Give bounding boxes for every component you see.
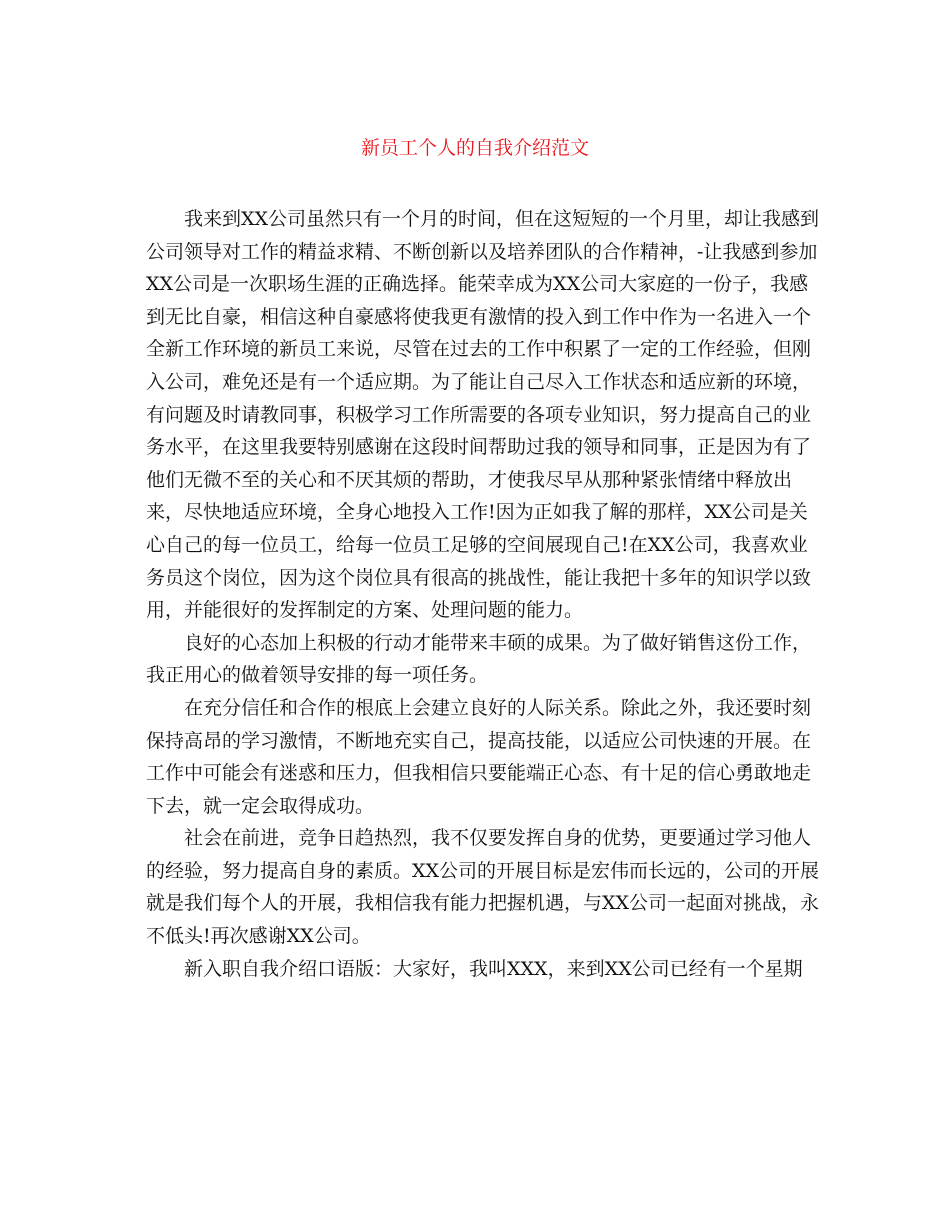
text-line: 用，并能很好的发挥制定的方案、处理问题的能力。 bbox=[146, 599, 584, 622]
text-line: 有问题及时请教同事，积极学习工作所需要的各项专业知识，努力提高自己的业 bbox=[146, 403, 812, 426]
text-line: XX公司是一次职场生涯的正确选择。能荣幸成为XX公司大家庭的一份子，我感 bbox=[146, 273, 809, 296]
text-line: 入公司，难免还是有一个适应期。为了能让自己尽入工作状态和适应新的环境， bbox=[146, 370, 812, 393]
text-line: 良好的心态加上积极的行动才能带来丰硕的成果。为了做好销售这份工作， bbox=[184, 631, 812, 654]
text-line: 下去，就一定会取得成功。 bbox=[146, 794, 375, 817]
text-line: 社会在前进，竞争日趋热烈，我不仅要发挥自身的优势，更要通过学习他人 bbox=[184, 827, 812, 850]
text-line: 就是我们每个人的开展，我相信我有能力把握机遇，与XX公司一起面对挑战，永 bbox=[146, 892, 820, 915]
text-line: 不低头!再次感谢XX公司。 bbox=[146, 925, 371, 948]
text-line: 工作中可能会有迷惑和压力，但我相信只要能端正心态、有十足的信心勇敢地走 bbox=[146, 762, 812, 785]
document-body bbox=[146, 203, 820, 985]
paragraph-3 bbox=[146, 692, 811, 822]
text-line: 务水平，在这里我要特别感谢在这段时间帮助过我的领导和同事，正是因为有了 bbox=[146, 436, 812, 459]
text-line: 新入职自我介绍口语版：大家好，我叫XXX，来到XX公司已经有一个星期 bbox=[184, 957, 803, 980]
text-line: 心自己的每一位员工，给每一位员工足够的空间展现自己!在XX公司，我喜欢业 bbox=[146, 533, 808, 556]
text-line: 全新工作环境的新员工来说，尽管在过去的工作中积累了一定的工作经验，但刚 bbox=[146, 338, 812, 361]
text-line: 务员这个岗位，因为这个岗位具有很高的挑战性，能让我把十多年的知识学以致 bbox=[146, 566, 812, 589]
text-line: 公司领导对工作的精益求精、不断创新以及培养团队的合作精神，-让我感到参加 bbox=[146, 240, 818, 263]
text-line: 来，尽快地适应环境，全身心地投入工作!因为正如我了解的那样，XX公司是关 bbox=[146, 501, 808, 524]
document-title: 新员工个人的自我介绍范文 bbox=[360, 137, 589, 159]
paragraph-1 bbox=[146, 203, 820, 627]
text-line: 我来到XX公司虽然只有一个月的时间，但在这短短的一个月里，却让我感到 bbox=[184, 208, 820, 230]
text-line: 我正用心的做着领导安排的每一项任务。 bbox=[146, 664, 489, 687]
paragraph-4 bbox=[146, 822, 820, 952]
text-line: 在充分信任和合作的根底上会建立良好的人际关系。除此之外，我还要时刻 bbox=[184, 696, 812, 719]
text-line: 保持高昂的学习激情，不断地充实自己，提高技能，以适应公司快速的开展。在 bbox=[146, 729, 812, 752]
text-line: 到无比自豪，相信这种自豪感将使我更有激情的投入到工作中作为一名进入一个 bbox=[146, 305, 812, 328]
paragraph-5 bbox=[146, 953, 811, 986]
text-line: 的经验，努力提高自身的素质。XX公司的开展目标是宏伟而长远的，公司的开展 bbox=[146, 859, 820, 882]
text-line: 他们无微不至的关心和不厌其烦的帮助，才使我尽早从那种紧张情绪中释放出 bbox=[146, 468, 793, 491]
paragraph-2 bbox=[146, 627, 811, 692]
